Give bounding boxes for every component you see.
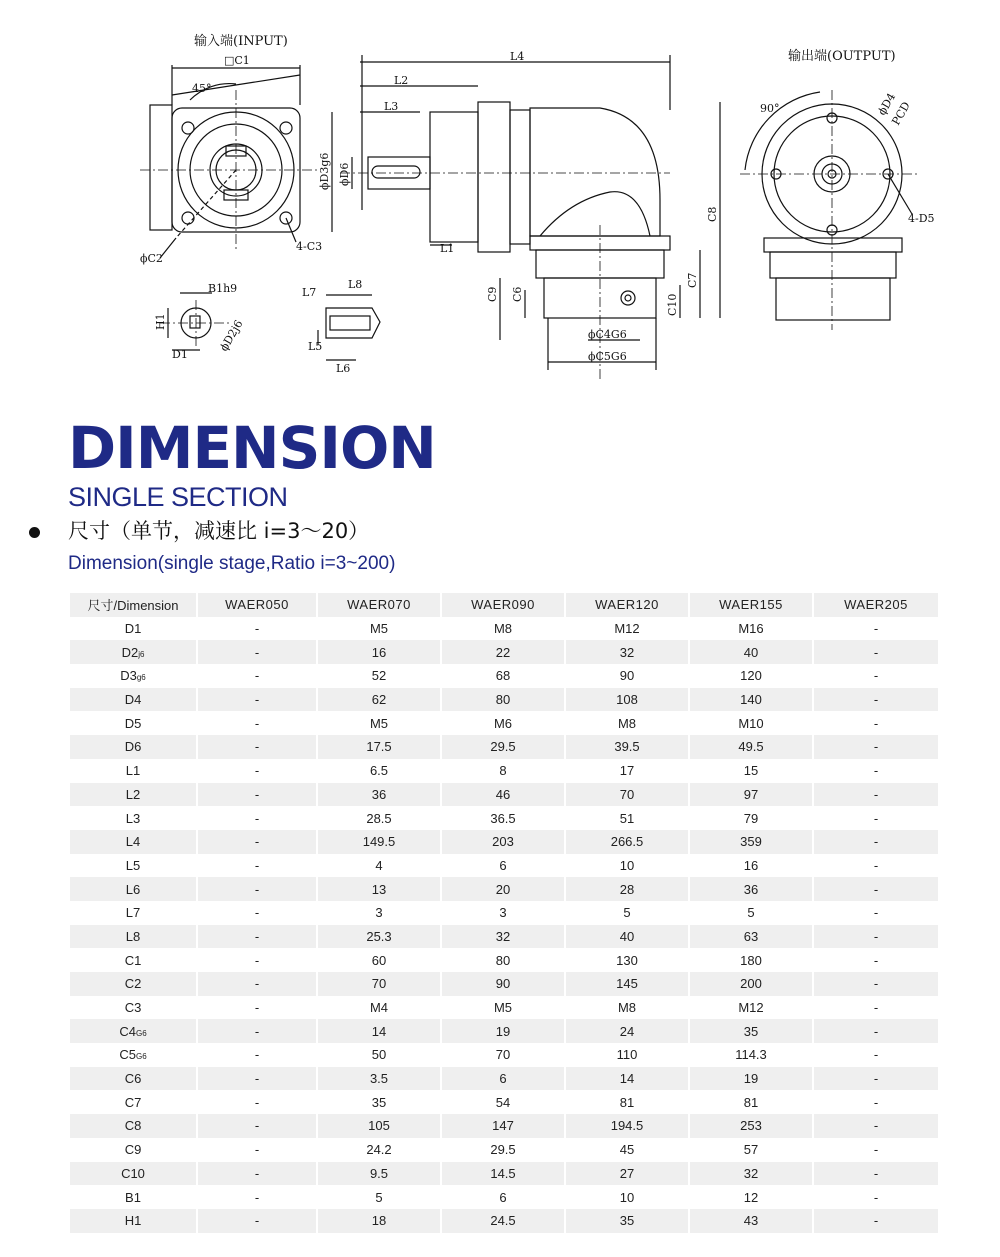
label-b1: B1h9 <box>208 282 238 295</box>
table-cell: 80 <box>440 948 564 972</box>
table-cell: 22 <box>440 640 564 664</box>
table-cell: 80 <box>440 688 564 712</box>
table-cell: M10 <box>688 711 812 735</box>
table-cell: 6 <box>440 1067 564 1091</box>
table-row <box>70 1019 938 1043</box>
table-cell: M5 <box>316 617 440 641</box>
table-cell: 8 <box>440 759 564 783</box>
table-cell: 120 <box>688 664 812 688</box>
table-cell: 63 <box>688 925 812 949</box>
table-cell: 90 <box>564 664 688 688</box>
table-cell: 36 <box>316 783 440 807</box>
row-label <box>70 783 196 807</box>
side-centerlines <box>340 173 670 380</box>
table-cell: 43 <box>688 1209 812 1233</box>
row-label <box>70 901 196 925</box>
row-label-subscript: g6 <box>136 673 146 683</box>
table-cell: 81 <box>564 1090 688 1114</box>
table-cell: - <box>196 1090 316 1114</box>
row-label-text: C6 <box>124 1071 142 1087</box>
table-cell: 46 <box>440 783 564 807</box>
table-cell: - <box>812 640 938 664</box>
table-cell: 15 <box>688 759 812 783</box>
table-cell: 36.5 <box>440 806 564 830</box>
table-cell: - <box>196 972 316 996</box>
table-cell: 29.5 <box>440 1138 564 1162</box>
table-row <box>70 735 938 759</box>
row-label-subscript: G6 <box>135 1028 147 1038</box>
row-label <box>70 711 196 735</box>
row-label <box>70 830 196 854</box>
row-label <box>70 806 196 830</box>
table-row <box>70 664 938 688</box>
row-label-text: L5 <box>125 857 141 873</box>
table-cell: 16 <box>316 640 440 664</box>
table-cell: 32 <box>440 925 564 949</box>
table-row <box>70 688 938 712</box>
table-cell: - <box>812 806 938 830</box>
table-cell: 49.5 <box>688 735 812 759</box>
table-row <box>70 806 938 830</box>
row-label <box>70 996 196 1020</box>
header-waer205: WAER205 <box>812 593 938 617</box>
table-cell: - <box>196 1162 316 1186</box>
row-label <box>70 1043 196 1067</box>
table-cell: - <box>812 1138 938 1162</box>
row-label <box>70 1185 196 1209</box>
table-cell: - <box>196 877 316 901</box>
table-cell: - <box>196 640 316 664</box>
row-label-text: C3 <box>124 1000 142 1016</box>
input-centerlines <box>140 90 320 250</box>
table-cell: 147 <box>440 1114 564 1138</box>
row-label-text: D3 <box>120 668 137 684</box>
row-label-text: L6 <box>125 881 141 897</box>
table-cell: 14 <box>316 1019 440 1043</box>
row-label-text: C1 <box>124 952 142 968</box>
table-row <box>70 877 938 901</box>
table-cell: 24 <box>564 1019 688 1043</box>
label-l2: L2 <box>394 74 409 87</box>
row-label-text: C4 <box>119 1023 136 1039</box>
table-cell: - <box>812 1114 938 1138</box>
table-row <box>70 948 938 972</box>
table-cell: 35 <box>688 1019 812 1043</box>
table-cell: 40 <box>688 640 812 664</box>
table-row <box>70 617 938 641</box>
table-cell: 35 <box>564 1209 688 1233</box>
label-c9: C9 <box>486 286 499 302</box>
row-label <box>70 640 196 664</box>
table-cell: - <box>812 735 938 759</box>
table-cell: - <box>812 617 938 641</box>
table-cell: 114.3 <box>688 1043 812 1067</box>
table-cell: 32 <box>688 1162 812 1186</box>
table-cell: 25.3 <box>316 925 440 949</box>
output-centerlines <box>740 90 920 330</box>
table-cell: 18 <box>316 1209 440 1233</box>
row-label-text: L2 <box>125 786 141 802</box>
table-cell: 108 <box>564 688 688 712</box>
table-cell: - <box>812 1043 938 1067</box>
table-cell: 9.5 <box>316 1162 440 1186</box>
row-label-text: C9 <box>124 1142 142 1158</box>
table-cell: 4 <box>316 854 440 878</box>
row-label <box>70 759 196 783</box>
row-label-text: L8 <box>125 928 141 944</box>
table-cell: 79 <box>688 806 812 830</box>
row-label <box>70 854 196 878</box>
table-cell: 145 <box>564 972 688 996</box>
table-cell: 13 <box>316 877 440 901</box>
input-title: 输入端(INPUT) <box>194 34 288 49</box>
table-cell: 45 <box>564 1138 688 1162</box>
table-cell: - <box>812 711 938 735</box>
table-cell: M5 <box>440 996 564 1020</box>
table-cell: 39.5 <box>564 735 688 759</box>
label-l1: L1 <box>440 242 455 255</box>
table-cell: 68 <box>440 664 564 688</box>
label-l5: L5 <box>308 340 323 353</box>
table-row <box>70 711 938 735</box>
table-cell: 62 <box>316 688 440 712</box>
label-l4: L4 <box>510 50 525 63</box>
keyway-detail <box>318 295 380 360</box>
row-label <box>70 1114 196 1138</box>
table-cell: - <box>812 830 938 854</box>
table-cell: - <box>812 925 938 949</box>
table-cell: M12 <box>564 617 688 641</box>
label-c5: ϕC5G6 <box>588 350 627 363</box>
label-d4: ϕD4 <box>875 90 899 118</box>
table-cell: 105 <box>316 1114 440 1138</box>
row-label-text: D1 <box>124 621 142 637</box>
page-subtitle: SINGLE SECTION <box>68 482 288 512</box>
table-cell: 5 <box>316 1185 440 1209</box>
row-label-text: C2 <box>124 976 142 992</box>
table-cell: 52 <box>316 664 440 688</box>
table-cell: M5 <box>316 711 440 735</box>
label-c6: C6 <box>511 286 524 302</box>
header-waer090: WAER090 <box>440 593 564 617</box>
table-cell: 28.5 <box>316 806 440 830</box>
table-cell: 253 <box>688 1114 812 1138</box>
table-row <box>70 996 938 1020</box>
table-row <box>70 854 938 878</box>
row-label-text: L1 <box>125 763 141 779</box>
header-waer155: WAER155 <box>688 593 812 617</box>
table-cell: 10 <box>564 1185 688 1209</box>
table-cell: 203 <box>440 830 564 854</box>
input-flange-view <box>150 65 300 258</box>
label-c2: ϕC2 <box>140 252 163 265</box>
label-h1: H1 <box>154 313 167 330</box>
label-angle45: 45° <box>192 82 212 95</box>
table-cell: 90 <box>440 972 564 996</box>
table-cell: - <box>196 617 316 641</box>
table-cell: 3 <box>440 901 564 925</box>
label-d1: D1 <box>172 348 188 361</box>
table-row <box>70 830 938 854</box>
table-cell: 6 <box>440 1185 564 1209</box>
table-cell: - <box>196 711 316 735</box>
label-c4: ϕC4G6 <box>588 328 627 341</box>
header-dimension: 尺寸/Dimension <box>70 593 196 617</box>
table-cell: 14.5 <box>440 1162 564 1186</box>
table-cell: - <box>812 1019 938 1043</box>
table-cell: 17 <box>564 759 688 783</box>
table-cell: - <box>812 901 938 925</box>
table-cell: 57 <box>688 1138 812 1162</box>
table-cell: 19 <box>440 1019 564 1043</box>
label-c1: □C1 <box>224 54 250 67</box>
row-label-text: C7 <box>124 1094 142 1110</box>
table-cell: 60 <box>316 948 440 972</box>
table-cell: 5 <box>564 901 688 925</box>
table-row <box>70 1138 938 1162</box>
table-cell: 140 <box>688 688 812 712</box>
table-cell: 54 <box>440 1090 564 1114</box>
output-flange-view <box>745 92 912 320</box>
row-label <box>70 1209 196 1233</box>
table-row <box>70 1185 938 1209</box>
table-cell: 149.5 <box>316 830 440 854</box>
table-cell: 17.5 <box>316 735 440 759</box>
table-row <box>70 925 938 949</box>
table-cell: - <box>812 972 938 996</box>
table-row <box>70 783 938 807</box>
table-cell: - <box>196 925 316 949</box>
table-cell: 6.5 <box>316 759 440 783</box>
table-cell: 110 <box>564 1043 688 1067</box>
table-cell: 19 <box>688 1067 812 1091</box>
row-label-text: B1 <box>125 1189 141 1205</box>
table-cell: M16 <box>688 617 812 641</box>
row-label <box>70 735 196 759</box>
output-title: 输出端(OUTPUT) <box>788 49 896 64</box>
table-cell: - <box>812 688 938 712</box>
table-header-row <box>70 593 938 617</box>
table-body <box>70 617 938 1233</box>
table-row <box>70 1114 938 1138</box>
table-cell: 130 <box>564 948 688 972</box>
row-label <box>70 877 196 901</box>
gearbox-drawing-svg <box>0 0 1000 400</box>
table-cell: 29.5 <box>440 735 564 759</box>
table-cell: 70 <box>564 783 688 807</box>
table-cell: 70 <box>316 972 440 996</box>
table-cell: - <box>196 1067 316 1091</box>
table-cell: - <box>196 806 316 830</box>
table-cell: - <box>196 1114 316 1138</box>
row-label-subscript: j6 <box>138 649 145 659</box>
table-cell: - <box>812 877 938 901</box>
label-c3: 4-C3 <box>296 240 323 253</box>
table-cell: 14 <box>564 1067 688 1091</box>
row-label-text: C10 <box>121 1165 145 1181</box>
row-label <box>70 617 196 641</box>
row-label <box>70 925 196 949</box>
table-cell: 6 <box>440 854 564 878</box>
label-l3: L3 <box>384 100 399 113</box>
table-cell: 81 <box>688 1090 812 1114</box>
row-label <box>70 948 196 972</box>
label-d2: ϕD2j6 <box>217 317 246 354</box>
label-pcd: PCD <box>889 99 913 128</box>
table-cell: - <box>196 854 316 878</box>
table-cell: 27 <box>564 1162 688 1186</box>
label-l7: L7 <box>302 286 317 299</box>
table-cell: 16 <box>688 854 812 878</box>
table-cell: - <box>812 854 938 878</box>
table-cell: 10 <box>564 854 688 878</box>
table-cell: 35 <box>316 1090 440 1114</box>
row-label-text: D5 <box>124 715 142 731</box>
header-waer070: WAER070 <box>316 593 440 617</box>
table-cell: 194.5 <box>564 1114 688 1138</box>
table-row <box>70 1162 938 1186</box>
table-row <box>70 759 938 783</box>
row-label <box>70 1090 196 1114</box>
table-row <box>70 1209 938 1233</box>
table-cell: 20 <box>440 877 564 901</box>
technical-drawing <box>0 0 1000 400</box>
table-cell: - <box>196 735 316 759</box>
table-cell: 28 <box>564 877 688 901</box>
table-row <box>70 640 938 664</box>
table-cell: - <box>196 783 316 807</box>
table-row <box>70 1090 938 1114</box>
table-cell: - <box>812 759 938 783</box>
label-c7: C7 <box>686 272 699 288</box>
table-row <box>70 972 938 996</box>
caption-chinese: 尺寸（单节，减速比 i=3～20） <box>68 519 370 543</box>
table-cell: 24.2 <box>316 1138 440 1162</box>
table-cell: - <box>812 948 938 972</box>
dimension-table <box>70 593 938 1233</box>
row-label-text: H1 <box>124 1213 142 1229</box>
caption-english: Dimension(single stage,Ratio i=3~200) <box>68 553 396 574</box>
table-cell: - <box>196 1209 316 1233</box>
table-cell: 3 <box>316 901 440 925</box>
table-cell: - <box>812 1185 938 1209</box>
row-label-text: L4 <box>125 834 141 850</box>
row-label <box>70 1067 196 1091</box>
shaft-key-detail <box>168 293 212 350</box>
table-cell: 50 <box>316 1043 440 1067</box>
table-cell: - <box>812 783 938 807</box>
page-title: DIMENSION <box>68 414 436 482</box>
row-label <box>70 688 196 712</box>
row-label <box>70 972 196 996</box>
table-cell: - <box>196 830 316 854</box>
label-l8: L8 <box>348 278 363 291</box>
header-waer050: WAER050 <box>196 593 316 617</box>
table-cell: M8 <box>440 617 564 641</box>
table-cell: M12 <box>688 996 812 1020</box>
label-c10: C10 <box>666 293 679 316</box>
table-cell: M4 <box>316 996 440 1020</box>
header-waer120: WAER120 <box>564 593 688 617</box>
table-cell: 36 <box>688 877 812 901</box>
table-cell: - <box>812 1090 938 1114</box>
table-cell: - <box>812 996 938 1020</box>
label-angle90: 90° <box>760 102 780 115</box>
table-cell: - <box>196 1138 316 1162</box>
row-label-text: D4 <box>124 692 142 708</box>
table-cell: - <box>812 664 938 688</box>
table-cell: 200 <box>688 972 812 996</box>
label-c8: C8 <box>706 206 719 222</box>
table-cell: - <box>812 1162 938 1186</box>
row-label <box>70 1138 196 1162</box>
table-cell: 180 <box>688 948 812 972</box>
table-cell: - <box>196 1019 316 1043</box>
label-d3: ϕD3g6 <box>318 152 331 190</box>
table-cell: - <box>196 901 316 925</box>
table-row <box>70 901 938 925</box>
table-cell: 32 <box>564 640 688 664</box>
table-cell: 12 <box>688 1185 812 1209</box>
table-cell: 3.5 <box>316 1067 440 1091</box>
table-cell: - <box>196 996 316 1020</box>
table-cell: M8 <box>564 711 688 735</box>
table-cell: M6 <box>440 711 564 735</box>
table-cell: - <box>196 948 316 972</box>
table-cell: - <box>196 664 316 688</box>
table-cell: - <box>196 1043 316 1067</box>
table-row <box>70 1043 938 1067</box>
table-cell: 359 <box>688 830 812 854</box>
row-label <box>70 1162 196 1186</box>
table-cell: - <box>196 759 316 783</box>
table-cell: 40 <box>564 925 688 949</box>
row-label-text: D2 <box>121 644 139 660</box>
table-cell: 266.5 <box>564 830 688 854</box>
row-label-text: L7 <box>125 905 141 921</box>
bullet-dot <box>29 527 40 538</box>
row-label <box>70 1019 196 1043</box>
table-cell: 70 <box>440 1043 564 1067</box>
row-label-subscript: G6 <box>135 1052 147 1062</box>
row-label-text: C5 <box>119 1047 136 1063</box>
table-cell: 97 <box>688 783 812 807</box>
table-cell: 24.5 <box>440 1209 564 1233</box>
table-cell: - <box>812 1209 938 1233</box>
table-cell: M8 <box>564 996 688 1020</box>
table-cell: 51 <box>564 806 688 830</box>
label-d5: 4-D5 <box>908 212 935 225</box>
row-label <box>70 664 196 688</box>
row-label-text: C8 <box>124 1118 142 1134</box>
table-cell: 5 <box>688 901 812 925</box>
label-d6: ϕD6 <box>338 162 351 186</box>
table-row <box>70 1067 938 1091</box>
table-cell: - <box>812 1067 938 1091</box>
row-label-text: D6 <box>124 739 142 755</box>
row-label-text: L3 <box>125 810 141 826</box>
table-cell: - <box>196 688 316 712</box>
label-l6: L6 <box>336 362 351 375</box>
table-cell: - <box>196 1185 316 1209</box>
